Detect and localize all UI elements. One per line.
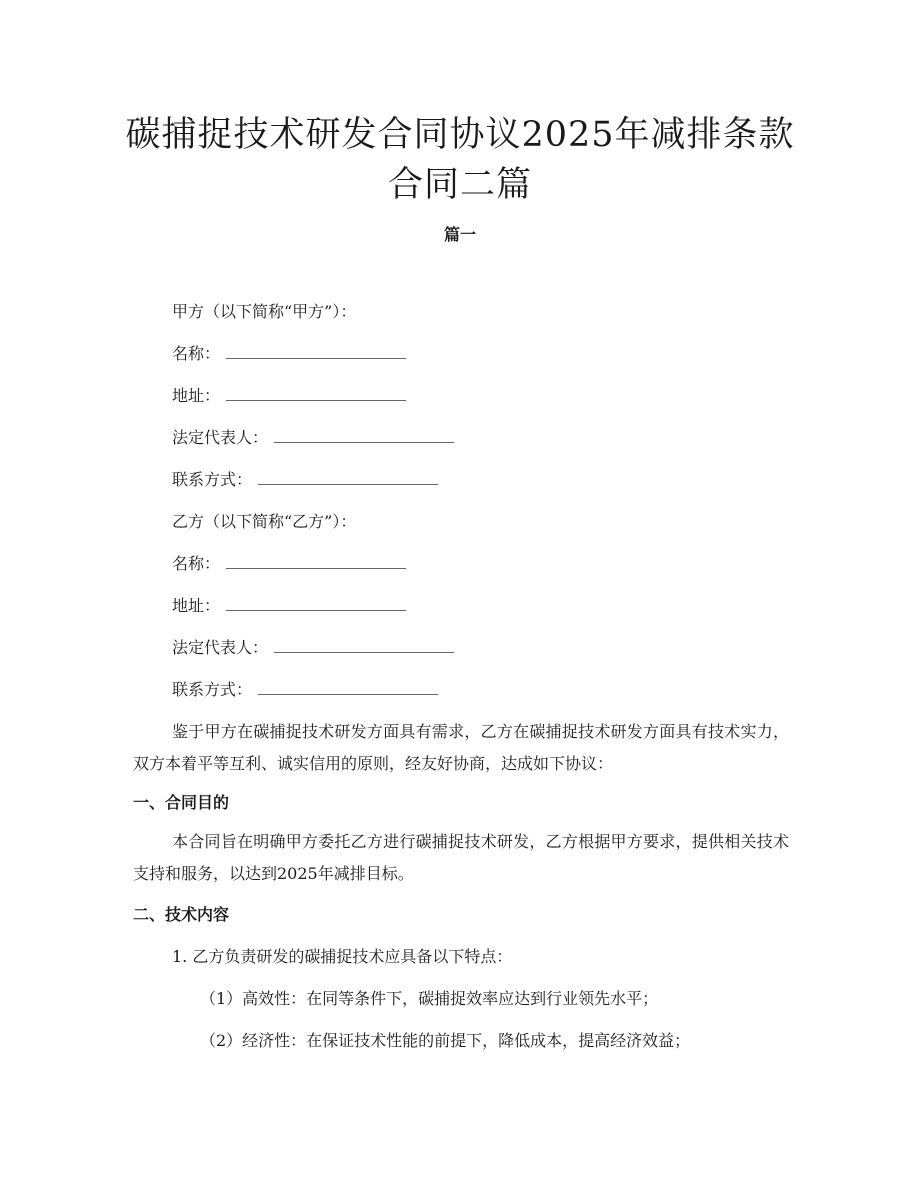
- section2-heading: 二、技术内容: [133, 905, 230, 924]
- party-b-contact-row: [172, 680, 438, 700]
- party-a-address-blank[interactable]: [226, 386, 406, 401]
- party-a-rep-blank[interactable]: [274, 428, 454, 443]
- document-title: 碳捕捉技术研发合同协议2025年减排条款合同二篇: [125, 115, 795, 205]
- party-a-name-label: 名称：: [172, 344, 221, 363]
- party-a-name-row: [172, 344, 406, 364]
- party-a-header: 甲方（以下简称“甲方”）：: [172, 302, 357, 321]
- party-a-contact-label: 联系方式：: [172, 470, 253, 489]
- party-a-address-row: [172, 386, 406, 406]
- party-b-rep-row: [172, 638, 454, 658]
- party-a-rep-row: [172, 428, 454, 448]
- party-a-rep-label: 法定代表人：: [172, 428, 269, 447]
- party-b-name-blank[interactable]: [226, 554, 406, 569]
- section1-body: 本合同旨在明确甲方委托乙方进行碳捕捉技术研发，乙方根据甲方要求，提供相关技术支持和服务，以达到2025年减排目标。: [133, 832, 789, 883]
- party-a-contact-blank[interactable]: [258, 470, 438, 485]
- section2-sub2: （2）经济性：在保证技术性能的前提下，降低成本，提高经济效益；: [200, 1031, 691, 1050]
- preamble-paragraph: 鉴于甲方在碳捕捉技术研发方面具有需求，乙方在碳捕捉技术研发方面具有技术实力，双方本着平等互利、诚实信用的原则，经友好协商，达成如下协议：: [133, 722, 789, 773]
- party-b-contact-label: 联系方式：: [172, 680, 253, 699]
- party-b-address-label: 地址：: [172, 596, 221, 615]
- party-b-header: 乙方（以下简称“乙方”）：: [172, 512, 357, 531]
- party-b-address-blank[interactable]: [226, 596, 406, 611]
- section2-sub1: （1）高效性：在同等条件下，碳捕捉效率应达到行业领先水平；: [200, 989, 659, 1008]
- party-b-contact-blank[interactable]: [258, 680, 438, 695]
- party-b-rep-label: 法定代表人：: [172, 638, 269, 657]
- party-a-name-blank[interactable]: [226, 344, 406, 359]
- section1-heading: 一、合同目的: [133, 793, 230, 812]
- party-b-address-row: [172, 596, 406, 616]
- party-a-contact-row: [172, 470, 438, 490]
- party-b-name-row: [172, 554, 406, 574]
- party-b-rep-blank[interactable]: [274, 638, 454, 653]
- document-subtitle: 篇一: [443, 225, 476, 244]
- section2-item1: 1. 乙方负责研发的碳捕捉技术应具备以下特点：: [172, 947, 513, 966]
- party-b-name-label: 名称：: [172, 554, 221, 573]
- party-a-address-label: 地址：: [172, 386, 221, 405]
